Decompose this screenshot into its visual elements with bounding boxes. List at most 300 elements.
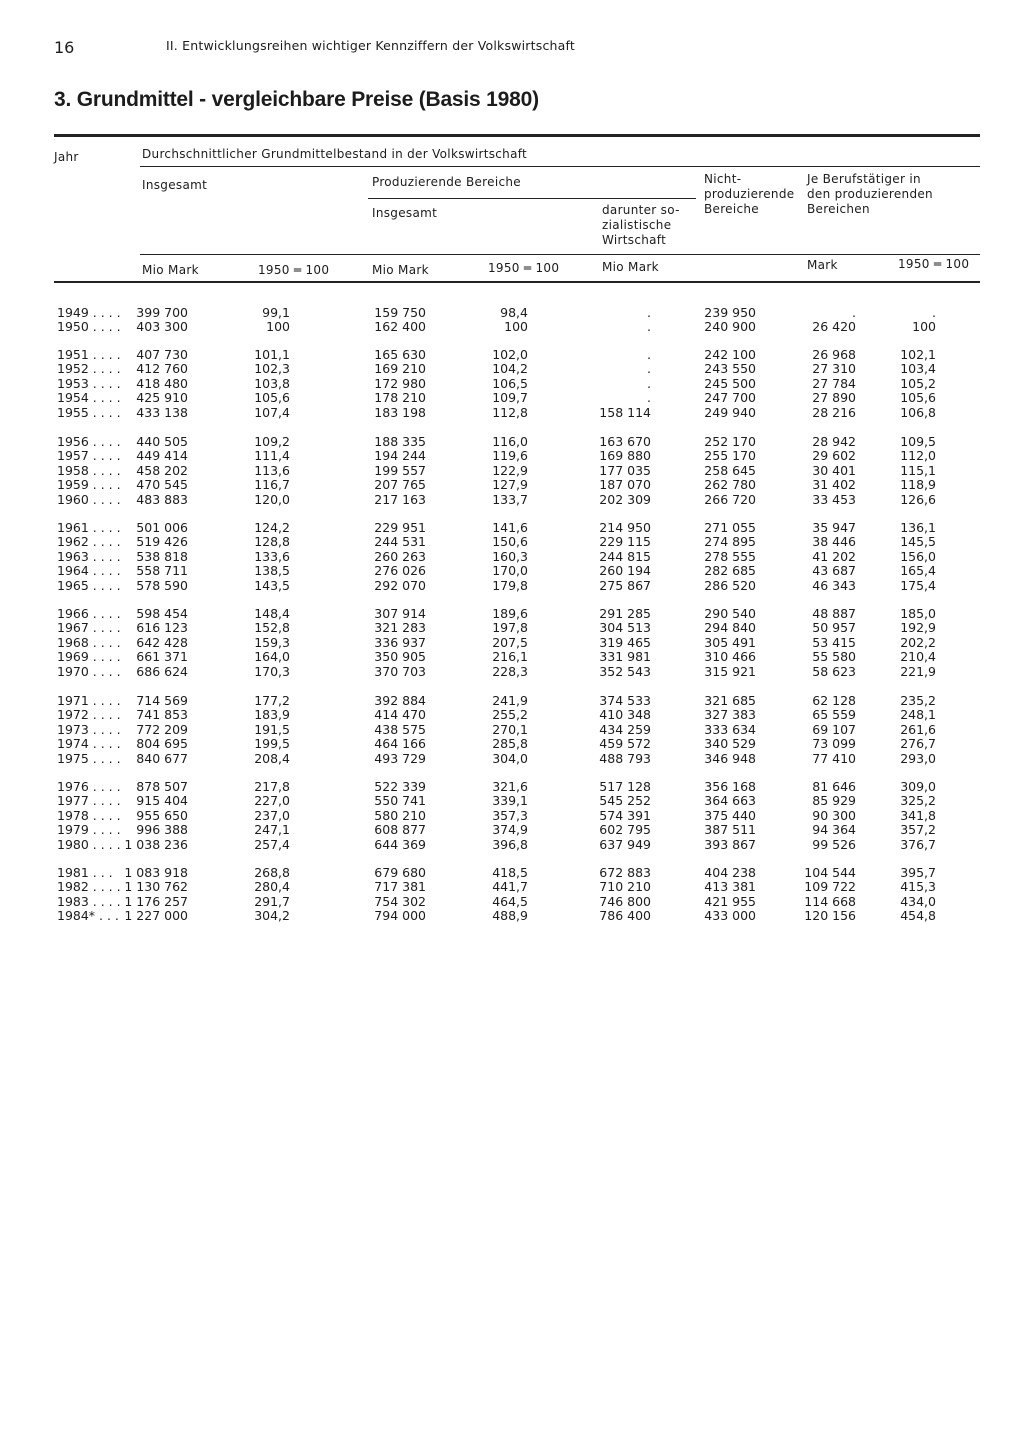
cell-insgesamt-index: 291,7	[254, 893, 290, 909]
cell-je-berufstaetiger-mark: 26 420	[812, 319, 856, 335]
cell-darunter-mio: 214 950	[599, 520, 651, 535]
cell-darunter-mio: .	[647, 390, 651, 406]
header-nicht-line1: Nicht-	[704, 172, 742, 186]
cell-je-berufstaetiger-mark: 35 947	[812, 520, 856, 535]
cell-nicht-produzierende: 262 780	[704, 477, 756, 493]
cell-je-berufstaetiger-index: 102,1	[900, 347, 936, 362]
cell-insgesamt-mio: 1 083 918	[124, 865, 188, 880]
cell-prod-mio: 188 335	[374, 434, 426, 449]
cell-darunter-mio: 331 981	[599, 649, 651, 665]
cell-insgesamt-index: 116,7	[254, 477, 290, 493]
cell-year: 1974 . . . .	[57, 736, 121, 752]
cell-darunter-mio: 352 543	[599, 663, 651, 679]
cell-insgesamt-index: 152,8	[254, 620, 290, 636]
cell-je-berufstaetiger-mark: 58 623	[812, 663, 856, 679]
cell-je-berufstaetiger-index: 165,4	[900, 563, 936, 579]
cell-prod-mio: 754 302	[374, 893, 426, 909]
cell-nicht-produzierende: 290 540	[704, 606, 756, 621]
cell-insgesamt-mio: 440 505	[136, 434, 188, 449]
cell-year: 1955 . . . .	[57, 404, 121, 420]
cell-prod-index: 102,0	[492, 347, 528, 362]
cell-prod-index: 179,8	[492, 577, 528, 593]
cell-darunter-mio: 746 800	[599, 893, 651, 909]
cell-insgesamt-mio: 449 414	[136, 448, 188, 464]
cell-je-berufstaetiger-mark: 26 968	[812, 347, 856, 362]
cell-insgesamt-mio: 741 853	[136, 707, 188, 723]
cell-je-berufstaetiger-mark: 27 784	[812, 375, 856, 391]
cell-je-berufstaetiger-index: 105,2	[900, 375, 936, 391]
cell-insgesamt-index: 101,1	[254, 347, 290, 362]
cell-je-berufstaetiger-mark: 28 216	[812, 404, 856, 420]
cell-year: 1980 . . . .	[57, 836, 121, 852]
cell-insgesamt-index: 143,5	[254, 577, 290, 593]
cell-prod-mio: 217 163	[374, 491, 426, 507]
cell-insgesamt-index: 109,2	[254, 434, 290, 449]
cell-prod-index: 321,6	[492, 779, 528, 794]
cell-prod-index: 241,9	[492, 693, 528, 708]
cell-year: 1950 . . . .	[57, 319, 121, 335]
cell-prod-mio: 165 630	[374, 347, 426, 362]
cell-prod-index: 160,3	[492, 548, 528, 564]
cell-darunter-mio: 304 513	[599, 620, 651, 636]
cell-insgesamt-mio: 686 624	[136, 663, 188, 679]
cell-je-berufstaetiger-index: 415,3	[900, 879, 936, 895]
cell-insgesamt-index: 183,9	[254, 707, 290, 723]
cell-prod-mio: 172 980	[374, 375, 426, 391]
cell-je-berufstaetiger-mark: 38 446	[812, 534, 856, 550]
cell-year: 1959 . . . .	[57, 477, 121, 493]
cell-nicht-produzierende: 346 948	[704, 750, 756, 766]
cell-prod-index: 270,1	[492, 721, 528, 737]
cell-insgesamt-index: 148,4	[254, 606, 290, 621]
header-insgesamt: Insgesamt	[142, 178, 208, 192]
cell-prod-mio: 199 557	[374, 462, 426, 478]
cell-year: 1962 . . . .	[57, 534, 121, 550]
cell-nicht-produzierende: 393 867	[704, 836, 756, 852]
cell-insgesamt-mio: 996 388	[136, 822, 188, 838]
cell-insgesamt-mio: 1 038 236	[124, 836, 188, 852]
cell-insgesamt-mio: 470 545	[136, 477, 188, 493]
cell-darunter-mio: 637 949	[599, 836, 651, 852]
cell-prod-index: 374,9	[492, 822, 528, 838]
cell-darunter-mio: 260 194	[599, 563, 651, 579]
cell-prod-mio: 644 369	[374, 836, 426, 852]
cell-year: 1951 . . . .	[57, 347, 121, 362]
cell-darunter-mio: 410 348	[599, 707, 651, 723]
cell-prod-index: 112,8	[492, 404, 528, 420]
cell-year: 1952 . . . .	[57, 361, 121, 377]
cell-prod-mio: 244 531	[374, 534, 426, 550]
cell-je-berufstaetiger-index: 115,1	[900, 462, 936, 478]
cell-insgesamt-index: 177,2	[254, 693, 290, 708]
cell-darunter-mio: 169 880	[599, 448, 651, 464]
cell-nicht-produzierende: 404 238	[704, 865, 756, 880]
cell-nicht-produzierende: 305 491	[704, 634, 756, 650]
cell-nicht-produzierende: 421 955	[704, 893, 756, 909]
cell-je-berufstaetiger-mark: 29 602	[812, 448, 856, 464]
cell-je-berufstaetiger-index: 100	[912, 319, 936, 335]
cell-prod-mio: 260 263	[374, 548, 426, 564]
cell-year: 1973 . . . .	[57, 721, 121, 737]
cell-nicht-produzierende: 315 921	[704, 663, 756, 679]
cell-insgesamt-index: 133,6	[254, 548, 290, 564]
cell-insgesamt-index: 113,6	[254, 462, 290, 478]
cell-nicht-produzierende: 321 685	[704, 693, 756, 708]
cell-year: 1956 . . . .	[57, 434, 121, 449]
cell-je-berufstaetiger-mark: 65 559	[812, 707, 856, 723]
cell-nicht-produzierende: 433 000	[704, 908, 756, 924]
cell-insgesamt-index: 191,5	[254, 721, 290, 737]
cell-prod-index: 141,6	[492, 520, 528, 535]
cell-insgesamt-index: 103,8	[254, 375, 290, 391]
cell-insgesamt-mio: 616 123	[136, 620, 188, 636]
cell-nicht-produzierende: 333 634	[704, 721, 756, 737]
cell-insgesamt-mio: 642 428	[136, 634, 188, 650]
cell-darunter-mio: 202 309	[599, 491, 651, 507]
cell-year: 1967 . . . .	[57, 620, 121, 636]
cell-prod-index: 304,0	[492, 750, 528, 766]
unit-prod-mio: Mio Mark	[372, 263, 429, 277]
cell-prod-mio: 207 765	[374, 477, 426, 493]
cell-je-berufstaetiger-index: 105,6	[900, 390, 936, 406]
cell-insgesamt-mio: 915 404	[136, 793, 188, 809]
cell-darunter-mio: 710 210	[599, 879, 651, 895]
cell-je-berufstaetiger-mark: 41 202	[812, 548, 856, 564]
cell-year: 1957 . . . .	[57, 448, 121, 464]
cell-prod-index: 170,0	[492, 563, 528, 579]
cell-year: 1970 . . . .	[57, 663, 121, 679]
cell-darunter-mio: 434 259	[599, 721, 651, 737]
cell-je-berufstaetiger-index: 112,0	[900, 448, 936, 464]
cell-insgesamt-mio: 878 507	[136, 779, 188, 794]
cell-insgesamt-index: 128,8	[254, 534, 290, 550]
cell-nicht-produzierende: 274 895	[704, 534, 756, 550]
cell-je-berufstaetiger-mark: 55 580	[812, 649, 856, 665]
unit-prod-index: 1950 ═ 100	[488, 261, 560, 275]
cell-je-berufstaetiger-mark: 73 099	[812, 736, 856, 752]
page-title: 3. Grundmittel - vergleichbare Preise (Basis 1980)	[54, 88, 539, 111]
cell-darunter-mio: .	[647, 319, 651, 335]
units-top-rule	[140, 254, 980, 255]
cell-insgesamt-index: 237,0	[254, 807, 290, 823]
cell-prod-mio: 679 680	[374, 865, 426, 880]
header-darunter-line2: zialistische	[602, 218, 672, 232]
cell-darunter-mio: 158 114	[599, 404, 651, 420]
cell-prod-mio: 794 000	[374, 908, 426, 924]
cell-insgesamt-mio: 1 130 762	[124, 879, 188, 895]
cell-darunter-mio: .	[647, 347, 651, 362]
cell-prod-index: 116,0	[492, 434, 528, 449]
cell-je-berufstaetiger-index: 341,8	[900, 807, 936, 823]
cell-nicht-produzierende: 243 550	[704, 361, 756, 377]
cell-je-berufstaetiger-mark: 99 526	[812, 836, 856, 852]
cell-insgesamt-index: 164,0	[254, 649, 290, 665]
cell-insgesamt-index: 120,0	[254, 491, 290, 507]
cell-insgesamt-index: 280,4	[254, 879, 290, 895]
cell-darunter-mio: 459 572	[599, 736, 651, 752]
cell-prod-mio: 336 937	[374, 634, 426, 650]
cell-darunter-mio: 488 793	[599, 750, 651, 766]
cell-insgesamt-index: 107,4	[254, 404, 290, 420]
cell-year: 1958 . . . .	[57, 462, 121, 478]
cell-prod-mio: 159 750	[374, 305, 426, 320]
cell-prod-mio: 493 729	[374, 750, 426, 766]
cell-nicht-produzierende: 327 383	[704, 707, 756, 723]
cell-je-berufstaetiger-mark: 120 156	[804, 908, 856, 924]
cell-je-berufstaetiger-index: 202,2	[900, 634, 936, 650]
cell-prod-mio: 169 210	[374, 361, 426, 377]
cell-darunter-mio: 574 391	[599, 807, 651, 823]
cell-insgesamt-mio: 403 300	[136, 319, 188, 335]
cell-darunter-mio: 374 533	[599, 693, 651, 708]
header-nicht-produzierende	[704, 172, 794, 217]
cell-nicht-produzierende: 245 500	[704, 375, 756, 391]
cell-je-berufstaetiger-index: 248,1	[900, 707, 936, 723]
header-produzierende: Produzierende Bereiche	[372, 175, 521, 189]
cell-prod-mio: 438 575	[374, 721, 426, 737]
cell-je-berufstaetiger-mark: .	[852, 305, 856, 320]
cell-nicht-produzierende: 239 950	[704, 305, 756, 320]
cell-je-berufstaetiger-index: 261,6	[900, 721, 936, 737]
cell-je-berufstaetiger-mark: 77 410	[812, 750, 856, 766]
cell-year: 1984* . . .	[57, 908, 119, 924]
cell-prod-mio: 229 951	[374, 520, 426, 535]
cell-prod-mio: 178 210	[374, 390, 426, 406]
cell-prod-index: 133,7	[492, 491, 528, 507]
cell-nicht-produzierende: 266 720	[704, 491, 756, 507]
cell-prod-index: 255,2	[492, 707, 528, 723]
cell-year: 1968 . . . .	[57, 634, 121, 650]
cell-insgesamt-mio: 425 910	[136, 390, 188, 406]
cell-je-berufstaetiger-index: 395,7	[900, 865, 936, 880]
cell-year: 1977 . . . .	[57, 793, 121, 809]
cell-nicht-produzierende: 375 440	[704, 807, 756, 823]
cell-nicht-produzierende: 247 700	[704, 390, 756, 406]
cell-year: 1963 . . . .	[57, 548, 121, 564]
unit-je-index: 1950 ═ 100	[898, 257, 970, 271]
cell-prod-index: 100	[504, 319, 528, 335]
cell-darunter-mio: 275 867	[599, 577, 651, 593]
cell-je-berufstaetiger-index: 118,9	[900, 477, 936, 493]
cell-prod-index: 357,3	[492, 807, 528, 823]
cell-year: 1954 . . . .	[57, 390, 121, 406]
cell-je-berufstaetiger-index: 126,6	[900, 491, 936, 507]
cell-insgesamt-mio: 598 454	[136, 606, 188, 621]
unit-darunter-mio: Mio Mark	[602, 260, 659, 274]
cell-year: 1961 . . . .	[57, 520, 121, 535]
cell-prod-index: 119,6	[492, 448, 528, 464]
header-prod-insgesamt: Insgesamt	[372, 206, 438, 220]
cell-prod-index: 418,5	[492, 865, 528, 880]
cell-year: 1960 . . . .	[57, 491, 121, 507]
cell-prod-mio: 194 244	[374, 448, 426, 464]
cell-prod-mio: 580 210	[374, 807, 426, 823]
cell-insgesamt-index: 257,4	[254, 836, 290, 852]
cell-darunter-mio: .	[647, 375, 651, 391]
cell-prod-mio: 350 905	[374, 649, 426, 665]
cell-nicht-produzierende: 294 840	[704, 620, 756, 636]
cell-je-berufstaetiger-mark: 50 957	[812, 620, 856, 636]
cell-insgesamt-index: 102,3	[254, 361, 290, 377]
cell-prod-mio: 292 070	[374, 577, 426, 593]
cell-insgesamt-mio: 804 695	[136, 736, 188, 752]
cell-year: 1971 . . . .	[57, 693, 121, 708]
cell-darunter-mio: 786 400	[599, 908, 651, 924]
cell-je-berufstaetiger-index: 185,0	[900, 606, 936, 621]
cell-insgesamt-mio: 1 176 257	[124, 893, 188, 909]
cell-prod-mio: 276 026	[374, 563, 426, 579]
cell-prod-mio: 522 339	[374, 779, 426, 794]
cell-year: 1983 . . . .	[57, 893, 121, 909]
cell-insgesamt-index: 124,2	[254, 520, 290, 535]
cell-je-berufstaetiger-index: 325,2	[900, 793, 936, 809]
cell-prod-index: 339,1	[492, 793, 528, 809]
cell-je-berufstaetiger-mark: 30 401	[812, 462, 856, 478]
cell-darunter-mio: 545 252	[599, 793, 651, 809]
cell-year: 1979 . . . .	[57, 822, 121, 838]
cell-prod-mio: 370 703	[374, 663, 426, 679]
running-head: II. Entwicklungsreihen wichtiger Kennziffern der Volkswirtschaft	[166, 38, 575, 53]
cell-prod-mio: 717 381	[374, 879, 426, 895]
cell-darunter-mio: 229 115	[599, 534, 651, 550]
cell-year: 1981 . . .	[57, 865, 113, 880]
cell-year: 1978 . . . .	[57, 807, 121, 823]
cell-nicht-produzierende: 413 381	[704, 879, 756, 895]
cell-insgesamt-index: 138,5	[254, 563, 290, 579]
cell-prod-mio: 464 166	[374, 736, 426, 752]
header-je-line3: Bereichen	[807, 202, 870, 216]
cell-insgesamt-index: 170,3	[254, 663, 290, 679]
cell-nicht-produzierende: 278 555	[704, 548, 756, 564]
cell-je-berufstaetiger-mark: 27 310	[812, 361, 856, 377]
cell-nicht-produzierende: 282 685	[704, 563, 756, 579]
cell-insgesamt-index: 199,5	[254, 736, 290, 752]
cell-insgesamt-mio: 661 371	[136, 649, 188, 665]
cell-je-berufstaetiger-index: 136,1	[900, 520, 936, 535]
cell-prod-index: 488,9	[492, 908, 528, 924]
cell-darunter-mio: 187 070	[599, 477, 651, 493]
header-nicht-line3: Bereiche	[704, 202, 759, 216]
cell-darunter-mio: 244 815	[599, 548, 651, 564]
cell-prod-mio: 321 283	[374, 620, 426, 636]
produzierende-rule	[368, 198, 696, 199]
header-je-line1: Je Berufstätiger in	[807, 172, 921, 186]
cell-je-berufstaetiger-index: 357,2	[900, 822, 936, 838]
header-je-line2: den produzierenden	[807, 187, 933, 201]
cell-je-berufstaetiger-index: 454,8	[900, 908, 936, 924]
cell-prod-index: 127,9	[492, 477, 528, 493]
cell-je-berufstaetiger-mark: 62 128	[812, 693, 856, 708]
cell-je-berufstaetiger-mark: 31 402	[812, 477, 856, 493]
main-header-rule	[140, 166, 980, 167]
cell-insgesamt-mio: 483 883	[136, 491, 188, 507]
cell-prod-index: 216,1	[492, 649, 528, 665]
cell-prod-index: 106,5	[492, 375, 528, 391]
header-je-berufstaetiger	[807, 172, 933, 217]
page-number: 16	[54, 38, 75, 57]
cell-year: 1949 . . . .	[57, 305, 121, 320]
cell-prod-index: 109,7	[492, 390, 528, 406]
cell-prod-index: 189,6	[492, 606, 528, 621]
cell-prod-index: 464,5	[492, 893, 528, 909]
cell-insgesamt-index: 159,3	[254, 634, 290, 650]
cell-je-berufstaetiger-index: .	[932, 305, 936, 320]
cell-prod-index: 396,8	[492, 836, 528, 852]
cell-year: 1976 . . . .	[57, 779, 121, 794]
cell-insgesamt-mio: 840 677	[136, 750, 188, 766]
cell-je-berufstaetiger-mark: 48 887	[812, 606, 856, 621]
cell-je-berufstaetiger-mark: 94 364	[812, 822, 856, 838]
cell-nicht-produzierende: 242 100	[704, 347, 756, 362]
header-jahr: Jahr	[54, 150, 79, 164]
cell-je-berufstaetiger-index: 210,4	[900, 649, 936, 665]
cell-je-berufstaetiger-index: 106,8	[900, 404, 936, 420]
cell-prod-index: 441,7	[492, 879, 528, 895]
cell-darunter-mio: .	[647, 361, 651, 377]
cell-je-berufstaetiger-mark: 114 668	[804, 893, 856, 909]
cell-je-berufstaetiger-index: 235,2	[900, 693, 936, 708]
header-darunter-line1: darunter so-	[602, 203, 680, 217]
cell-je-berufstaetiger-mark: 33 453	[812, 491, 856, 507]
cell-insgesamt-mio: 772 209	[136, 721, 188, 737]
cell-je-berufstaetiger-mark: 90 300	[812, 807, 856, 823]
cell-darunter-mio: 672 883	[599, 865, 651, 880]
cell-je-berufstaetiger-mark: 46 343	[812, 577, 856, 593]
cell-je-berufstaetiger-index: 109,5	[900, 434, 936, 449]
cell-je-berufstaetiger-index: 192,9	[900, 620, 936, 636]
cell-nicht-produzierende: 286 520	[704, 577, 756, 593]
cell-prod-index: 197,8	[492, 620, 528, 636]
cell-je-berufstaetiger-index: 221,9	[900, 663, 936, 679]
cell-darunter-mio: .	[647, 305, 651, 320]
cell-insgesamt-mio: 433 138	[136, 404, 188, 420]
header-nicht-line2: produzierende	[704, 187, 795, 201]
cell-prod-index: 207,5	[492, 634, 528, 650]
cell-je-berufstaetiger-index: 145,5	[900, 534, 936, 550]
cell-insgesamt-index: 105,6	[254, 390, 290, 406]
cell-insgesamt-index: 268,8	[254, 865, 290, 880]
cell-prod-index: 150,6	[492, 534, 528, 550]
cell-insgesamt-mio: 407 730	[136, 347, 188, 362]
header-darunter	[602, 203, 680, 248]
cell-insgesamt-mio: 458 202	[136, 462, 188, 478]
cell-darunter-mio: 177 035	[599, 462, 651, 478]
cell-je-berufstaetiger-mark: 28 942	[812, 434, 856, 449]
cell-darunter-mio: 517 128	[599, 779, 651, 794]
cell-nicht-produzierende: 340 529	[704, 736, 756, 752]
unit-insgesamt-index: 1950 ═ 100	[258, 263, 330, 277]
cell-prod-mio: 414 470	[374, 707, 426, 723]
cell-nicht-produzierende: 258 645	[704, 462, 756, 478]
cell-insgesamt-mio: 412 760	[136, 361, 188, 377]
cell-insgesamt-mio: 519 426	[136, 534, 188, 550]
cell-je-berufstaetiger-mark: 104 544	[804, 865, 856, 880]
header-bottom-rule	[54, 281, 980, 283]
cell-insgesamt-mio: 399 700	[136, 305, 188, 320]
table-top-rule	[54, 134, 980, 137]
cell-insgesamt-index: 99,1	[262, 305, 290, 320]
cell-je-berufstaetiger-mark: 69 107	[812, 721, 856, 737]
cell-nicht-produzierende: 364 663	[704, 793, 756, 809]
header-darunter-line3: Wirtschaft	[602, 233, 667, 247]
cell-je-berufstaetiger-mark: 43 687	[812, 563, 856, 579]
cell-year: 1982 . . . .	[57, 879, 121, 895]
cell-insgesamt-mio: 418 480	[136, 375, 188, 391]
cell-year: 1969 . . . .	[57, 649, 121, 665]
header-main: Durchschnittlicher Grundmittelbestand in der Volkswirtschaft	[142, 147, 528, 161]
cell-insgesamt-index: 208,4	[254, 750, 290, 766]
cell-je-berufstaetiger-index: 376,7	[900, 836, 936, 852]
